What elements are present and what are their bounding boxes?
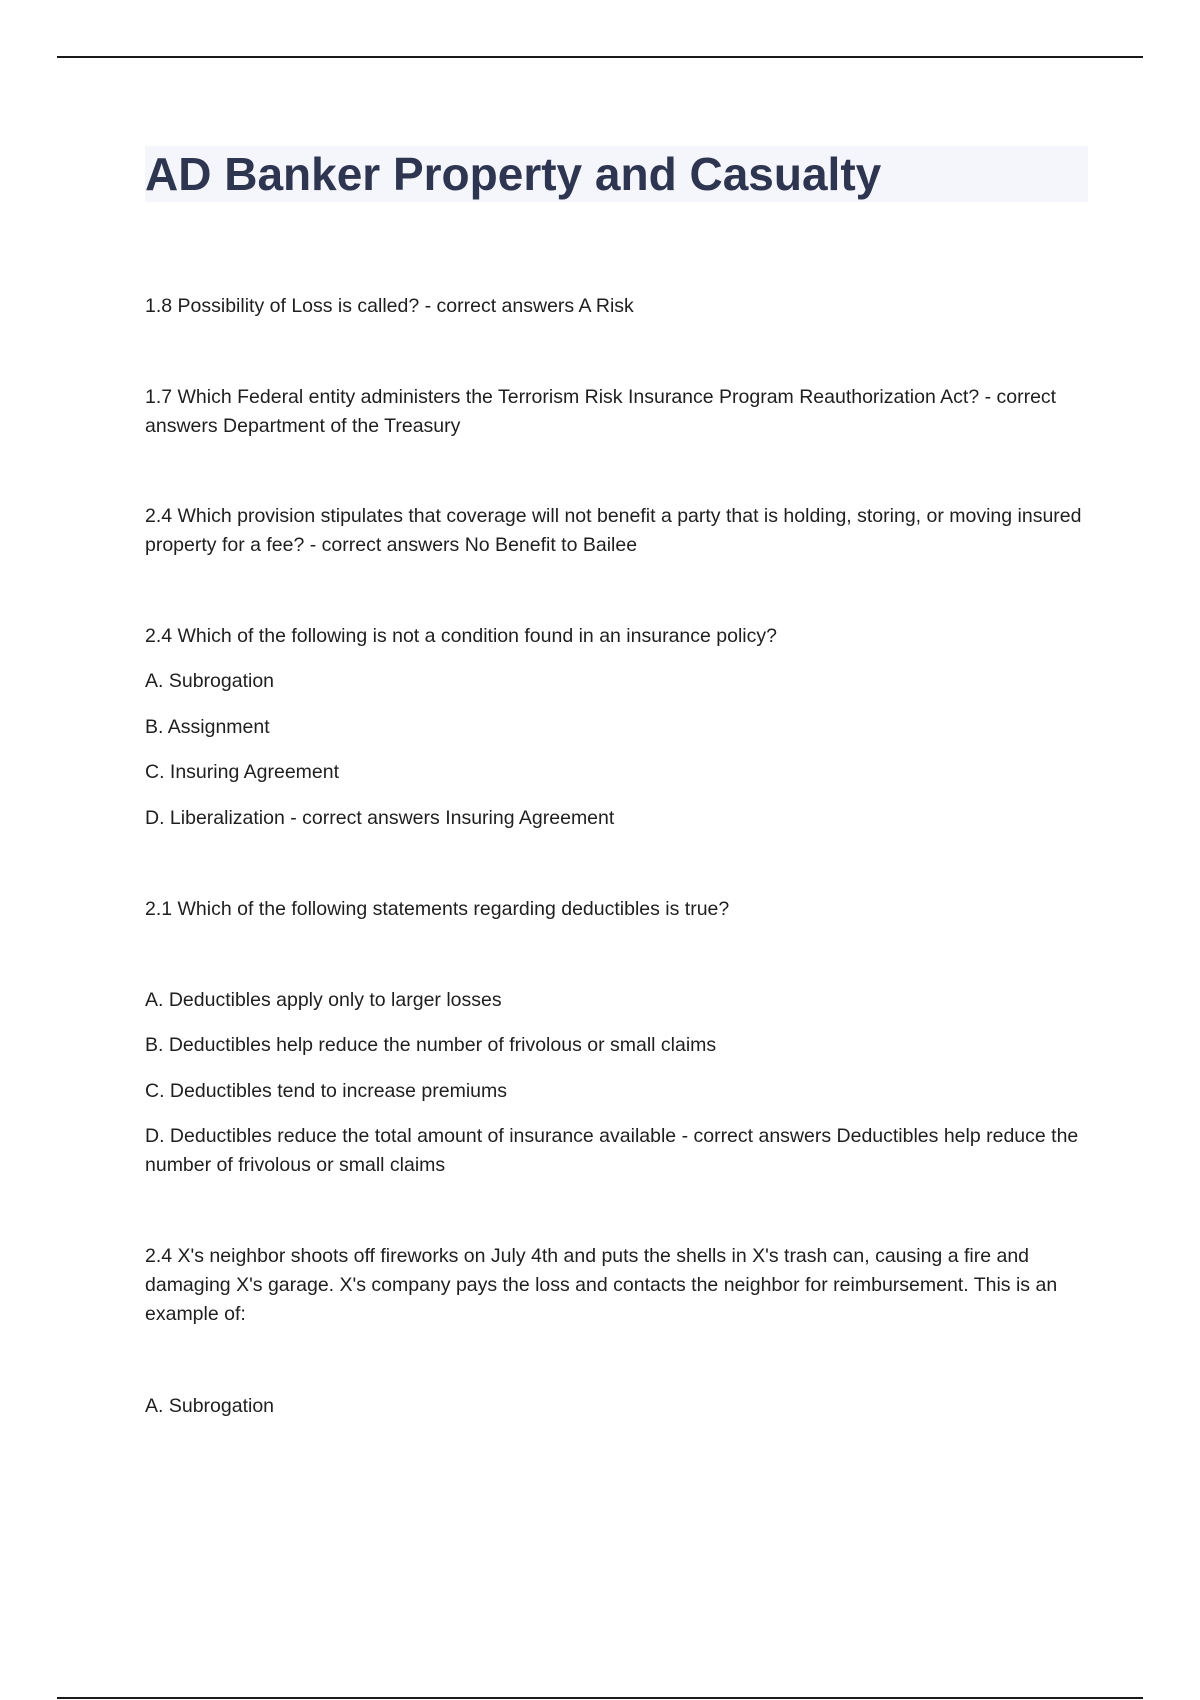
question-2-4-fireworks: 2.4 X's neighbor shoots off fireworks on July 4th and puts the shells in X's trash can, causing a fire and damaging X's garage. X's company pays the loss and contacts the neighbor for reimbursement. This is an example of: xyxy=(145,1245,1058,1325)
option-d-answer: D. Deductibles reduce the total amount of insurance available - correct answers Deductibles help reduce the number of frivolous or small claims xyxy=(145,1125,1079,1176)
document-title: AD Banker Property and Casualty xyxy=(145,148,882,200)
question-2-1-deductibles: 2.1 Which of the following statements regarding deductibles is true? xyxy=(145,898,730,920)
header-rule xyxy=(57,56,1143,58)
option-c: C. Insuring Agreement xyxy=(145,761,340,783)
option-d-answer: D. Liberalization - correct answers Insuring Agreement xyxy=(145,807,615,829)
option-c: C. Deductibles tend to increase premiums xyxy=(145,1080,507,1102)
question-1-8: 1.8 Possibility of Loss is called? - correct answers A Risk xyxy=(145,295,634,317)
question-2-4-condition: 2.4 Which of the following is not a condition found in an insurance policy? xyxy=(145,625,777,647)
option-b: B. Assignment xyxy=(145,716,270,738)
option-a: A. Subrogation xyxy=(145,670,275,692)
footer-rule xyxy=(57,1697,1143,1699)
option-a: A. Deductibles apply only to larger losses xyxy=(145,989,502,1011)
question-2-4-bailee: 2.4 Which provision stipulates that coverage will not benefit a party that is holding, storing, or moving insured property for a fee? - correct answers No Benefit to Bailee xyxy=(145,505,1082,556)
question-1-7: 1.7 Which Federal entity administers the Terrorism Risk Insurance Program Reauthorization Act? - correct answers Department of the Treasury xyxy=(145,386,1057,437)
option-a: A. Subrogation xyxy=(145,1395,275,1417)
option-b: B. Deductibles help reduce the number of frivolous or small claims xyxy=(145,1034,717,1056)
